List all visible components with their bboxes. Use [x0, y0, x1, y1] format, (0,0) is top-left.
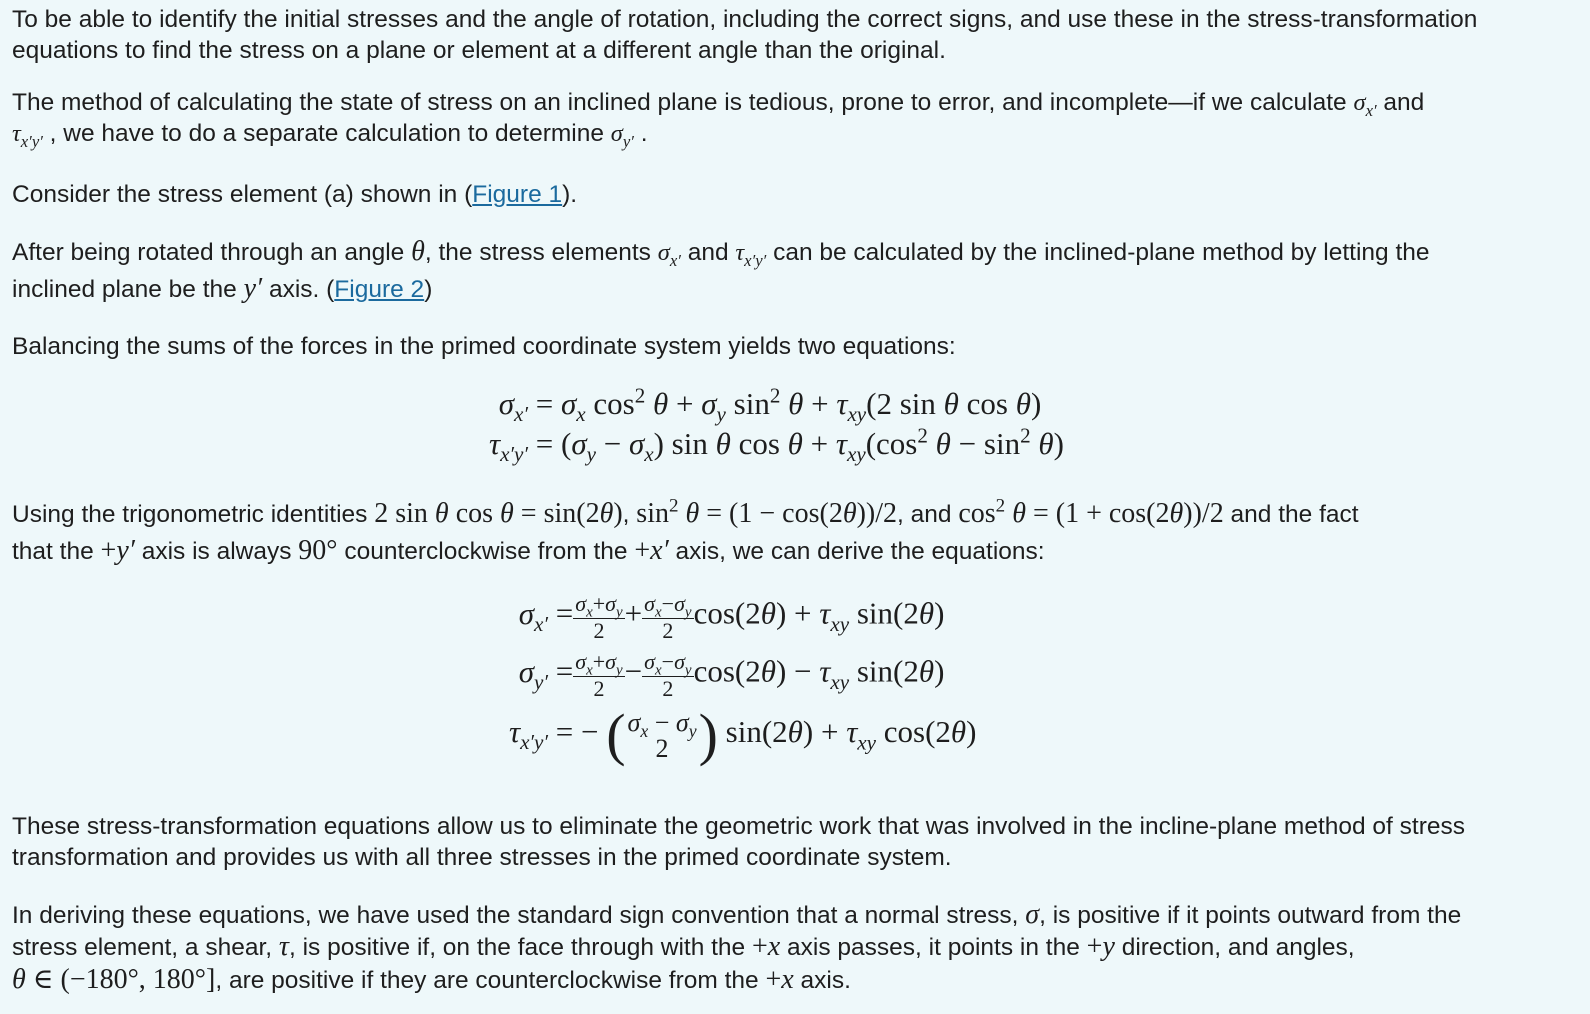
intro-paragraph: To be able to identify the initial stresses and the angle of rotation, including the correct signs, and use these in the stress-transformation equations to find the stress on a plane or element at a different angle than the original.	[12, 6, 1478, 64]
figure-2-link[interactable]: Figure 2	[334, 276, 425, 303]
equation-sigma-y-prime-transformed: $\sigma_{y'}$ = $\frac{\sigma_x+\sigma_y}{2}$ − $\frac{\sigma_x-\sigma_y}{2}$ $\cos(2\theta) - \tau_{xy}$ sin(2θ)	[518, 649, 945, 701]
equation-block-1	[456, 383, 1064, 467]
sigma-y-prime-symbol: $\sigma_{y'}$	[610, 120, 634, 151]
equation-sigma-x-prime-transformed: $\sigma_{x'}$ = $\frac{\sigma_x+\sigma_y}{2}$ + $\frac{\sigma_x-\sigma_y}{2}$ $\cos(2\theta) + \tau_{xy}$ sin(2θ)	[518, 591, 945, 643]
sigma-x-prime-symbol: $\sigma_{x'}$	[1353, 89, 1377, 120]
summary-paragraph: These stress-transformation equations allow us to eliminate the geometric work that was involved in the incline-plane method of stress transformation and provides us with all three stresses in the primed coordinate system.	[12, 813, 1466, 871]
figure-1-link[interactable]: Figure 1	[472, 181, 563, 208]
equation-block-2	[500, 590, 976, 778]
theta-symbol: θ	[411, 236, 425, 267]
rotation-paragraph: After being rotated through an angle θ, the stress elements $\sigma_{x'}$ and $\tau_{x'y'}$ can be calculated by the inclined-plane method by letting the inclined plane be the y′ axis. (Figure 2)	[12, 236, 1430, 304]
tau-xy-prime-symbol: $\tau_{x'y'}$	[12, 120, 43, 151]
equation-tau-xy-prime: $\tau_{x'y'} = (\sigma_y - \sigma_x)$ sin θ $\cos \theta + \tau_{xy}(\cos^2$ $\theta - \sin^2 \theta$)	[488, 423, 1064, 467]
balancing-paragraph: Balancing the sums of the forces in the primed coordinate system yields two equations:	[12, 333, 956, 360]
sign-convention-paragraph: In deriving these equations, we have used the standard sign convention that a normal stress, σ, is positive if it points outward from the stress element, a shear, τ, is positive if, on the face through with the +x axis passes, it points in the +y direction, and angles, θ ∈ (−180°, 180°], are positive if they are counterclockwise from the +x axis.	[12, 899, 1462, 995]
identities-paragraph: Using the trigonometric identities 2 sin θ cos θ = sin(2θ), $\sin^2 \theta = (1 - \cos(2\theta))/2$, and $\cos^2 \theta = (1 + \cos(2\theta))/2$ and the fact that the +y′ axis is always 90° counterclockwise from the +x′ axis, we can derive the equations:	[12, 495, 1359, 566]
equation-tau-xy-prime-transformed: $\tau_{x'y'}$ = − ( $\sigma_x - \sigma_y$ 2 ) $\sin(2\theta) + \tau_{xy}$ cos(2θ)	[508, 702, 977, 767]
method-paragraph: The method of calculating the state of stress on an inclined plane is tedious, prone to error, and incomplete—if we calculate $\sigma_{x'}$ and $\tau_{x'y'}$ , we have to do a separate calculation to determine $\sigma_{y'}$ .	[12, 89, 1425, 151]
consider-paragraph: Consider the stress element (a) shown in (Figure 1).	[12, 181, 578, 208]
equation-sigma-x-prime: $\sigma_{x'} = \sigma_x$ $\cos^2 \theta + \sigma_y$ $\sin^2 \theta + \tau_{xy}(2$ sin θ cos θ)	[498, 383, 1042, 427]
